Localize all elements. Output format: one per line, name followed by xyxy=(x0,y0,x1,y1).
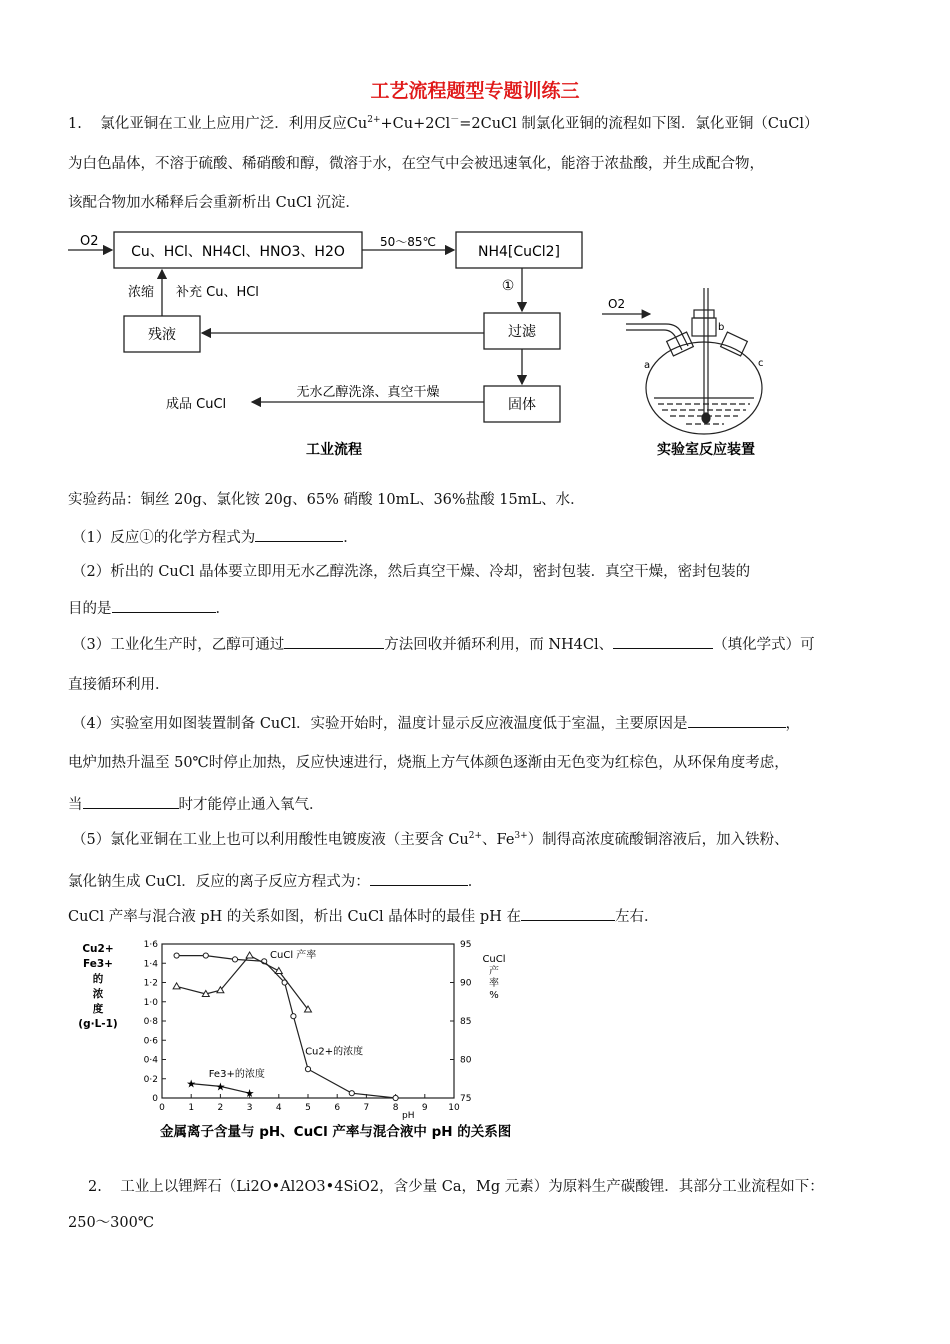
data-point-triangle xyxy=(275,967,282,973)
y-right-tick-label: 95 xyxy=(460,940,472,950)
y-left-label-part: (g·L-1) xyxy=(78,1018,118,1030)
data-point-circle xyxy=(174,953,179,958)
answer-blank-2[interactable] xyxy=(112,598,216,613)
sub5-end: ）制得高浓度硫酸铜溶液后，加入铁粉、 xyxy=(527,832,789,848)
answer-blank-5b[interactable] xyxy=(521,906,615,921)
y-left-tick-label: 0·4 xyxy=(143,1055,158,1066)
x-tick-label: 9 xyxy=(421,1103,428,1113)
sub5-ph-text: CuCl 产率与混合液 pH 的关系如图，析出 CuCl 晶体时的最佳 pH 在 xyxy=(68,909,521,925)
flow-final-product: 成品 CuCl xyxy=(166,397,227,412)
data-point-circle xyxy=(305,1067,310,1072)
sub2-end: ． xyxy=(215,601,230,617)
x-tick-label: 6 xyxy=(334,1103,341,1113)
q1-intro: 氯化亚铜在工业上应用广泛．利用反应 xyxy=(100,116,347,132)
x-tick-label: 2 xyxy=(217,1103,224,1113)
y-right-tick-label: 85 xyxy=(460,1017,472,1027)
sub-question-1 xyxy=(72,527,358,547)
eq-mid: +Cu+2Cl xyxy=(380,116,451,132)
x-tick-label: 8 xyxy=(392,1103,399,1113)
data-point-star: ★ xyxy=(215,1080,226,1094)
data-point-circle xyxy=(393,1095,398,1100)
sub5-equation-text: 氯化钠生成 CuCl．反应的离子反应方程式为： xyxy=(68,874,370,890)
apparatus-o2-label: O2 xyxy=(608,297,626,311)
answer-blank-4a[interactable] xyxy=(688,713,786,728)
q1-line3: 该配合物加水稀释后会重新析出 CuCl 沉淀． xyxy=(68,195,360,211)
data-point-circle xyxy=(232,957,237,962)
q1-line2: 为白色晶体，不溶于硫酸、稀硝酸和醇，微溶于水，在空气中会被迅速氧化，能溶于浓盐酸，并生成配合物， xyxy=(68,156,764,172)
y-right-tick-label: 75 xyxy=(460,1094,472,1104)
y-right-tick-label: 90 xyxy=(460,978,472,989)
eq-cu-charge: 2+ xyxy=(367,115,381,126)
eq-cl-charge: － xyxy=(450,115,460,126)
y-left-tick-label: 0·8 xyxy=(143,1017,158,1027)
sub-question-4-line2: 电炉加热升温至 50℃时停止加热，反应快速进行，烧瓶上方气体颜色逐渐由无色变为红棕色，从环保角度考虑， xyxy=(68,755,789,771)
sub-question-5-line3 xyxy=(68,906,658,926)
data-point-circle xyxy=(291,1014,296,1019)
y-left-label-part: 的 xyxy=(92,973,104,985)
sub4-line3-end: 时才能停止通入氧气． xyxy=(178,797,324,813)
data-point-triangle xyxy=(246,952,253,958)
sub5-mid: 、Fe xyxy=(482,832,515,848)
data-point-star: ★ xyxy=(244,1087,255,1101)
answer-blank-1[interactable] xyxy=(255,527,343,542)
series-line-triangle xyxy=(177,956,308,1010)
y-left-tick-label: 1·4 xyxy=(143,959,158,970)
sub1-end: ． xyxy=(343,530,358,546)
sub5-fe-charge: 3+ xyxy=(514,831,528,842)
y-right-label-part: CuCl xyxy=(482,954,506,965)
flow-filter-box: 过滤 xyxy=(508,324,536,340)
y-left-label-part: Fe3+ xyxy=(83,958,113,970)
y-left-tick-label: 1·6 xyxy=(143,940,158,950)
flow-solid-box: 固体 xyxy=(508,397,536,413)
page-title: 工艺流程题型专题训练三 xyxy=(370,80,580,102)
y-right-label-part: % xyxy=(489,990,499,1001)
sub-question-3-line1 xyxy=(72,634,815,654)
sub5-cu-charge: 2+ xyxy=(468,831,483,842)
x-axis-label: pH xyxy=(402,1111,415,1121)
flow-concentrate: 浓缩 xyxy=(128,285,155,300)
answer-blank-4b[interactable] xyxy=(83,794,179,809)
q2-line1 xyxy=(88,1178,824,1196)
sub2-text: 目的是 xyxy=(68,601,112,617)
eq-cu: Cu xyxy=(346,116,368,132)
q2-line2: 250～300℃ xyxy=(68,1215,155,1231)
sub3-mid: 方法回收并循环利用，而 NH4Cl、 xyxy=(384,637,614,653)
sub5-text: （5）氯化亚铜在工业上也可以利用酸性电镀废液（主要含 Cu xyxy=(72,832,469,848)
series-label: Cu2+的浓度 xyxy=(305,1046,364,1058)
sub5-line3-end: 左右． xyxy=(614,909,659,925)
data-point-circle xyxy=(203,953,208,958)
x-tick-label: 10 xyxy=(448,1103,460,1113)
sub5-line2-end: ． xyxy=(467,874,483,890)
flow-supplement: 补充 Cu、HCl xyxy=(176,285,259,300)
data-point-triangle xyxy=(173,983,180,989)
y-right-label-part: 率 xyxy=(489,978,499,989)
series-label: CuCl 产率 xyxy=(270,949,317,961)
x-tick-label: 5 xyxy=(305,1103,311,1113)
series-label: Fe3+的浓度 xyxy=(208,1068,265,1080)
sub-question-2-line1: （2）析出的 CuCl 晶体要立即用无水乙醇洗涤，然后真空干燥、冷却，密封包装．真空干燥，密封包装的 xyxy=(72,564,751,580)
sub3-text: （3）工业化生产时，乙醇可通过 xyxy=(72,637,285,653)
q1-number: 1. xyxy=(68,116,82,132)
y-left-tick-label: 0 xyxy=(152,1094,158,1104)
flow-product-box: NH4[CuCl2] xyxy=(477,244,561,260)
eq-rest: =2CuCl 制氯化亚铜的流程如下图．氯化亚铜（CuCl） xyxy=(459,116,819,132)
lab-apparatus xyxy=(596,280,796,462)
flow-caption: 工业流程 xyxy=(306,442,362,458)
sub-question-5-line1 xyxy=(72,831,789,849)
x-tick-label: 7 xyxy=(363,1103,370,1113)
flow-reactants-box: Cu、HCl、NH4Cl、HNO3、H2O xyxy=(131,244,345,260)
sub1-text: （1）反应①的化学方程式为 xyxy=(72,530,256,546)
x-tick-label: 3 xyxy=(246,1103,253,1113)
answer-blank-5a[interactable] xyxy=(370,871,468,886)
x-tick-label: 0 xyxy=(159,1103,165,1113)
chart-caption: 金属离子含量与 pH、CuCl 产率与混合液中 pH 的关系图 xyxy=(160,1124,512,1140)
flow-residue-box: 残液 xyxy=(148,327,176,343)
apparatus-caption: 实验室反应装置 xyxy=(657,442,755,458)
apparatus-label-b: b xyxy=(718,322,725,333)
flow-step-1: ① xyxy=(501,278,515,294)
sub4-when: 当 xyxy=(68,797,83,813)
data-point-circle xyxy=(349,1091,354,1096)
y-left-tick-label: 0·2 xyxy=(143,1074,158,1085)
ph-relation-chart xyxy=(62,936,542,1146)
y-left-label-part: Cu2+ xyxy=(82,943,114,955)
flow-wash-dry: 无水乙醇洗涤、真空干燥 xyxy=(296,385,440,400)
q2-number: 2. xyxy=(88,1179,102,1195)
answer-blank-3b[interactable] xyxy=(613,634,713,649)
apparatus-label-a: a xyxy=(644,360,651,371)
y-left-tick-label: 1·0 xyxy=(143,997,158,1008)
q1-line1 xyxy=(68,115,819,133)
sub4-end: ， xyxy=(785,716,800,732)
q2-text: 工业上以锂辉石（Li2O•Al2O3•4SiO2，含少量 Ca，Mg 元素）为原料生产碳酸锂．其部分工业流程如下： xyxy=(120,1179,824,1195)
data-point-star: ★ xyxy=(186,1077,197,1091)
sub-question-3-line2: 直接循环利用． xyxy=(68,677,170,693)
y-left-tick-label: 1·2 xyxy=(143,978,158,989)
sub-question-4-line3 xyxy=(68,794,324,814)
flow-diagram xyxy=(62,222,602,462)
sub3-end: （填化学式）可 xyxy=(713,637,815,653)
y-right-label-part: 产 xyxy=(489,966,499,977)
y-left-label-part: 浓 xyxy=(92,988,104,1000)
sub-question-4-line1 xyxy=(72,713,800,733)
sub-question-5-line2 xyxy=(68,871,482,891)
answer-blank-3a[interactable] xyxy=(284,634,384,649)
apparatus-label-c: c xyxy=(758,358,764,369)
plot-frame xyxy=(162,944,454,1101)
x-tick-label: 4 xyxy=(275,1103,282,1113)
y-left-tick-label: 0·6 xyxy=(143,1036,158,1047)
flow-o2-label: O2 xyxy=(80,234,99,249)
x-tick-label: 1 xyxy=(188,1103,195,1113)
flow-temperature: 50～85℃ xyxy=(379,235,437,249)
y-left-label-part: 度 xyxy=(92,1003,104,1015)
y-right-tick-label: 80 xyxy=(460,1055,472,1066)
sub4-text: （4）实验室用如图装置制备 CuCl．实验开始时，温度计显示反应液温度低于室温，主要原因是 xyxy=(72,716,688,732)
sub-question-2-line2 xyxy=(68,598,230,618)
experiment-drugs: 实验药品：铜丝 20g、氯化铵 20g、65% 硝酸 10mL、36%盐酸 15mL、水． xyxy=(68,492,585,508)
